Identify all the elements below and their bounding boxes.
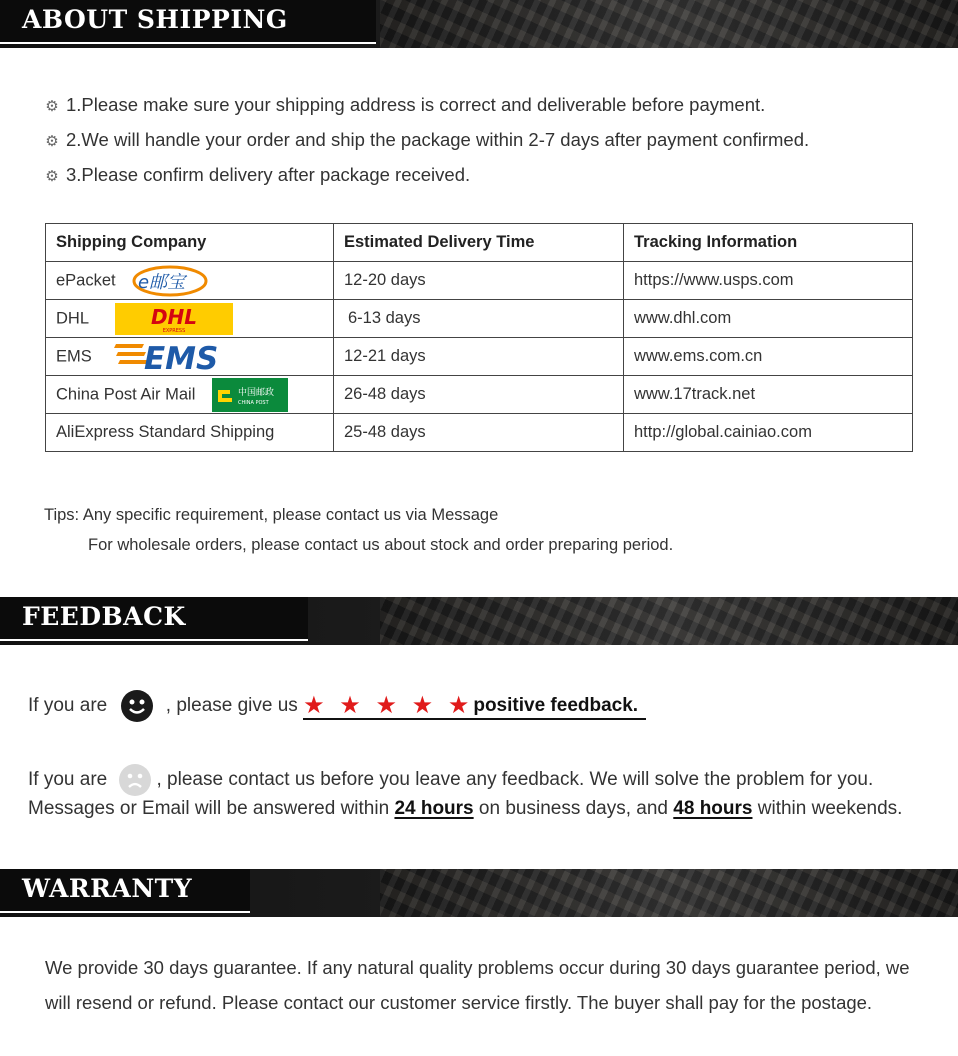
svg-text:DHL: DHL xyxy=(150,304,198,329)
tips-line: Tips: Any specific requirement, please contact us via Message xyxy=(44,506,499,524)
company-cell: China Post Air Mail 中国邮政 CHINA POST xyxy=(46,376,334,414)
tracking-cell: www.17track.net xyxy=(624,376,913,414)
column-header: Shipping Company xyxy=(46,224,334,262)
gear-icon: ⚙ xyxy=(45,168,59,185)
table-header-row xyxy=(46,224,913,262)
time-cell: 26-48 days xyxy=(334,376,624,414)
banner-texture xyxy=(380,869,958,917)
gear-icon: ⚙ xyxy=(45,98,59,115)
banner-texture xyxy=(380,0,958,48)
company-cell: ePacket e邮宝 xyxy=(46,262,334,300)
feedback-negative-line: If you are , please contact us before you leave any feedback. We will solve the problem for you. xyxy=(28,764,873,796)
sad-face-icon xyxy=(119,764,151,796)
svg-text:e邮宝: e邮宝 xyxy=(138,271,186,293)
feedback-positive-line: If you are , please give us ★ ★ ★ ★ ★positive feedback. xyxy=(28,690,646,722)
table-row xyxy=(46,414,913,452)
company-cell: DHL DHL EXPRESS xyxy=(46,300,334,338)
epacket-logo xyxy=(130,263,210,299)
tracking-cell: www.ems.com.cn xyxy=(624,338,913,376)
svg-text:EMS: EMS xyxy=(144,340,219,374)
column-header: Estimated Delivery Time xyxy=(334,224,624,262)
time-cell: 12-20 days xyxy=(334,262,624,300)
shipping-note: ⚙ 3.Please confirm delivery after package received. xyxy=(44,162,809,197)
company-cell: EMS EMS xyxy=(46,338,334,376)
shipping-note: ⚙ 2.We will handle your order and ship the package within 2-7 days after payment confirmed. xyxy=(44,127,809,162)
time-cell: 12-21 days xyxy=(334,338,624,376)
column-header: Tracking Information xyxy=(624,224,913,262)
svg-text:EXPRESS: EXPRESS xyxy=(162,327,186,334)
tips-line: For wholesale orders, please contact us about stock and order preparing period. xyxy=(88,536,674,554)
table-row xyxy=(46,376,913,414)
svg-text:中国邮政: 中国邮政 xyxy=(237,387,274,398)
five-stars-icon: ★ ★ ★ ★ ★ xyxy=(303,692,474,719)
positive-feedback-underline: ★ ★ ★ ★ ★positive feedback. xyxy=(303,694,646,720)
warranty-banner xyxy=(0,869,958,917)
tracking-cell: www.dhl.com xyxy=(624,300,913,338)
time-cell: 25-48 days xyxy=(334,414,624,452)
tracking-cell: https://www.usps.com xyxy=(624,262,913,300)
section-title: WARRANTY xyxy=(0,869,250,911)
time-cell: 6-13 days xyxy=(334,300,624,338)
shipping-note: ⚙ 1.Please make sure your shipping address is correct and deliverable before payment. xyxy=(44,92,809,127)
section-title: FEEDBACK xyxy=(0,597,308,639)
table-row xyxy=(46,338,913,376)
shipping-notes xyxy=(44,92,809,197)
table-row xyxy=(46,262,913,300)
gear-icon: ⚙ xyxy=(45,133,59,150)
warranty-text: We provide 30 days guarantee. If any natural quality problems occur during 30 days guarantee period, we will resend or refund. Please contact our customer service firstly. The buyer shall pay for the postage. xyxy=(45,957,910,1013)
tracking-cell: http://global.cainiao.com xyxy=(624,414,913,452)
section-title: ABOUT SHIPPING xyxy=(0,0,376,42)
feedback-response-line: Messages or Email will be answered within 24 hours on business days, and 48 hours within weekends. xyxy=(28,798,903,819)
china-post-logo xyxy=(212,378,288,412)
hours-highlight: 48 hours xyxy=(673,798,753,819)
dhl-logo xyxy=(115,303,233,335)
happy-face-icon xyxy=(121,690,153,722)
feedback-banner xyxy=(0,597,958,645)
hours-highlight: 24 hours xyxy=(394,798,474,819)
company-cell: AliExpress Standard Shipping xyxy=(46,414,334,452)
shipping-table xyxy=(45,223,913,452)
about-shipping-banner xyxy=(0,0,958,48)
svg-text:CHINA POST: CHINA POST xyxy=(237,399,269,406)
table-row xyxy=(46,300,913,338)
banner-texture xyxy=(380,597,958,645)
tips xyxy=(44,500,673,560)
ems-logo xyxy=(114,340,222,374)
